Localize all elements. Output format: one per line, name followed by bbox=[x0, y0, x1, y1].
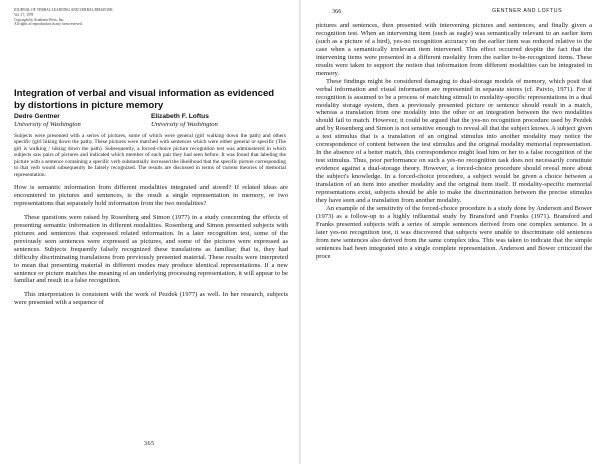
book-gutter bbox=[299, 0, 301, 464]
body-text-right bbox=[316, 22, 592, 261]
left-page bbox=[0, 0, 298, 464]
body-paragraph: An example of the sensitivity of the forced-choice procedure is a study done by Anderson and Bower (1973) as a follow-up to a highly influential study by Bransford and Franks (1971). Bransford and Franks presented subjects with a series of simple sentences derived from one complex sentence. In a later yes-no recognition test, it was discovered that subjects were unable to discriminate old sentences from new sentences also derived from the same complex idea. This was taken to indicate that the simple sentences had been integrated into a single complete representation. Anderson and Bower criticized the proce bbox=[316, 204, 592, 260]
article-title: Integration of verbal and visual information as evidenced by distortions in picture memory bbox=[14, 88, 275, 111]
author-affiliation: University of Washington bbox=[151, 120, 218, 128]
body-paragraph: How is semantic information from different modalities integrated and stored? If related ideas are encountered in pictures and sentences, is the result a single representation in memory, or two representations that separately hold information from the two modalities? bbox=[14, 184, 288, 207]
body-paragraph: pictures and sentences, then presented with intervening pictures and sentences, and finally given a recognition test. When an intervening item (such as eagle) was semantically relevant to an earlier item (such as a picture of a bird), yes-no recognition accuracy on the earlier item was reduced relative to the case when a semantically irrelevant item intervened. This effect occurred despite the fact that the intervening items were presented in a different modality from the earlier to-be-recognized items. These results were taken to support the notion that information from different modalities can be integrated in memory. bbox=[316, 22, 592, 77]
body-paragraph: This interpretation is consistent with the work of Pezdek (1977) as well. In her research, subjects were presented with a sequence of bbox=[14, 291, 288, 307]
journal-header-line: All rights of reproduction in any form reserved. bbox=[14, 22, 83, 27]
right-page bbox=[302, 0, 600, 464]
journal-header-line: JOURNAL OF VERBAL LEARNING AND VERBAL BEHAVIOR bbox=[14, 8, 113, 12]
page-number: 365 bbox=[144, 440, 155, 447]
body-paragraph: These questions were raised by Rosenberg and Simon (1977) in a study concerning the effects of presenting semantic information in different modalities. Rosenberg and Simon presented subjects with pictures and sentences that expressed related information. In a later recognition test, some of the previously seen sentences were expressed as pictures, and some of the pictures were expressed as sentences. Subjects frequently falsely recognized these translations as familiar; that is, they had difficulty discriminating translations from previously presented material. These results were interpreted to mean that presenting material in different modes may produce identical representations. If a new sentence or picture matches the meaning of an underlying processing representation, it will appear to be familiar and result in a false recognition. bbox=[14, 213, 288, 285]
author-block bbox=[151, 113, 218, 128]
running-head: GENTNER AND LOFTUS bbox=[492, 8, 563, 14]
author-block bbox=[14, 113, 81, 128]
journal-header bbox=[14, 8, 154, 27]
author-affiliation: University of Washington bbox=[14, 120, 81, 128]
abstract: Subjects were presented with a series of pictures, some of which were general (girl walking down the path) and others specific (girl hiking down the path). These pictures were matched with sentences which were either general or specific (The girl is walking / hiking down the path). Subsequently, a forced-choice picture recognition test was administered in which subjects saw pairs of pictures and indicated which member of each pair they had seen before. It was found that labeling the picture with a sentence containing a specific verb substantially increased the likelihood that the specific picture corresponding to that verb would subsequently be falsely recognized. The results are discussed in terms of current theories of memorial representation. bbox=[14, 133, 286, 178]
body-paragraph: These findings might be considered damaging to dual-storage models of memory, which posit that verbal information and visual information are represented in separate stores (cf. Paivio, 1971). For if recognition is assumed to be a process of matching stimuli to modality-specific representations in a dual modality storage system, then a previously presented picture or sentence should result in a match, whereas a translation from one modality into the other or an integration between the two modalities should fail to match. However, it could be argued that the yes-no recognition procedure used by Pezdek and by Rosenberg and Simon is not sensitive enough to reveal all that the subject knows. A subject given a test stimulus that is a translation of an original stimulus into another modality may notice the correspondence of content between the test stimulus and the original modality memorial representation. In the absence of a better match, this correspondence might lead him or her to a false recognition of the test stimulus. Thus, poor performance on such a yes-no recognition task does not necessarily constitute evidence against a dual-storage theory. However, a forced-choice procedure should reveal more about the subject's knowledge. In a forced-choice procedure, a subject would be given a choice between a translation of an item into another modality and the original item itself. If modality-specific memorial representations exist, subjects should be able to make the discrimination between the precise stimulus they have seen and a translation from another modality. bbox=[316, 77, 592, 204]
author-name: Elizabeth F. Loftus bbox=[151, 113, 209, 120]
journal-header-line: Copyright by Academic Press, Inc. bbox=[14, 17, 65, 22]
body-text-left bbox=[14, 184, 288, 307]
journal-header-line: Vol. 17, 1978 bbox=[14, 12, 34, 17]
author-name: Dedre Gentner bbox=[14, 113, 60, 120]
page-number: 366 bbox=[332, 8, 342, 15]
